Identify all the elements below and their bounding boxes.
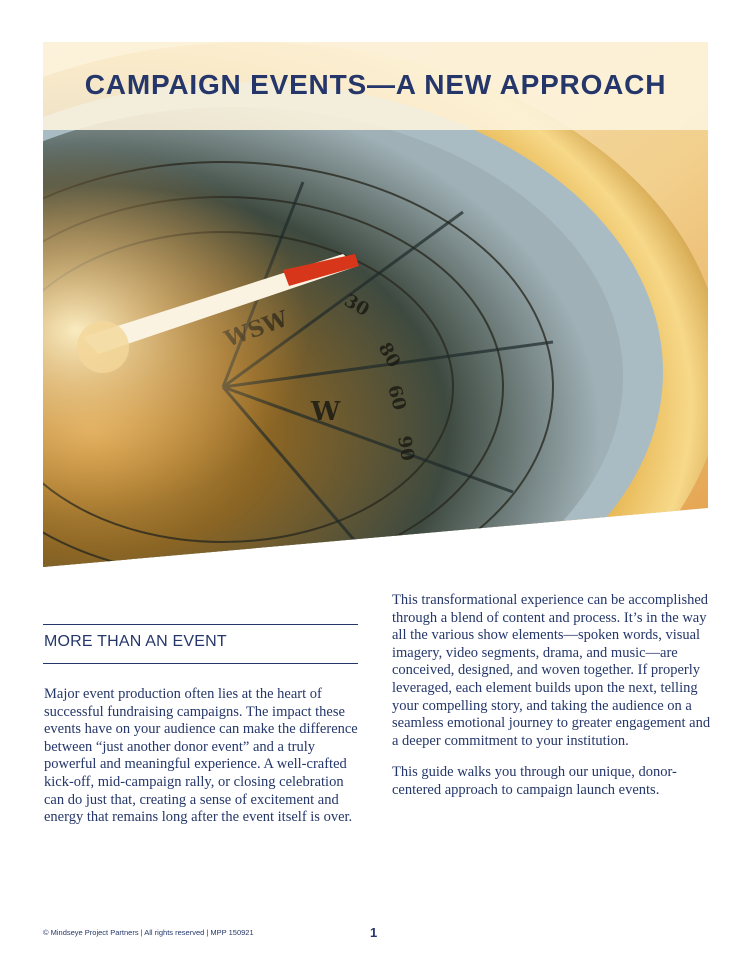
footer-copyright: © Mindseye Project Partners | All rights reserved | MPP 150921 (43, 928, 254, 937)
left-paragraph: Major event production often lies at the heart of successful fundraising campaigns. The impact these events have on your audience can make the difference between “just another donor event” and a truly powerful and meaningful experience. A well-crafted kick-off, mid-campaign rally, or closing celebration can do just that, creating a sense of excitement and energy that remains long after the event itself is over. (44, 686, 358, 826)
right-paragraph-2: This guide walks you through our unique, donor-centered approach to campaign launch events. (392, 764, 677, 798)
section-rule-top (43, 624, 358, 625)
section-rule-bottom (43, 663, 358, 664)
page-number: 1 (370, 925, 378, 940)
page-title: CAMPAIGN EVENTS—A NEW APPROACH (84, 69, 667, 100)
right-paragraph-1: This transformational experience can be accomplished through a blend of content and process. It’s in the way all the various show elements—spoken words, visual imagery, video segments, drama, and music—are conceived, designed, and woven together. If properly leveraged, each element builds upon the next, telling your compelling story, and taking the audience on a seamless emotional journey to greater engagement and a deeper commitment to your institution. (392, 592, 711, 749)
section-heading: MORE THAN AN EVENT (44, 633, 227, 650)
